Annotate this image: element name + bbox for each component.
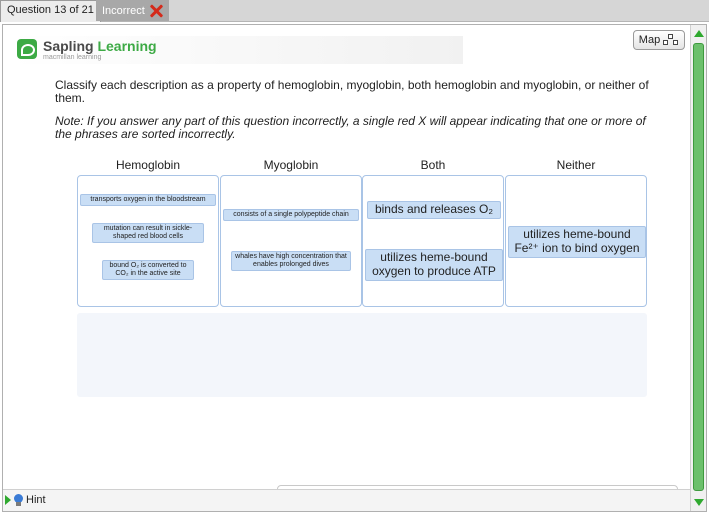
bin-header-both: Both [420, 158, 446, 172]
red-x-icon [149, 4, 163, 18]
draggable-card[interactable]: consists of a single polypeptide chain [223, 209, 359, 221]
question-prompt: Classify each description as a property of hemoglobin, myoglobin, both hemoglobin and myoglobin, or neither of them. [55, 78, 649, 105]
draggable-card[interactable]: utilizes heme-bound Fe²⁺ ion to bind oxygen [508, 226, 646, 258]
top-tab-bar [0, 0, 709, 22]
map-button[interactable] [633, 30, 685, 50]
question-counter-tab[interactable]: Question 13 of 21 [0, 0, 101, 22]
hint-button[interactable] [5, 494, 46, 506]
expand-triangle-icon [5, 495, 11, 505]
sapling-leaf-icon [17, 39, 37, 59]
draggable-card[interactable]: bound O₂ is converted to CO₂ in the active site [102, 260, 194, 280]
status-label: Incorrect [102, 4, 145, 17]
bin-both[interactable] [362, 175, 504, 307]
logo-brand-1: Sapling [43, 38, 94, 54]
incorrect-status-tab[interactable] [96, 0, 169, 21]
map-label: Map [638, 34, 661, 46]
bin-header-hemoglobin: Hemoglobin [115, 158, 181, 172]
draggable-card[interactable]: transports oxygen in the bloodstream [80, 194, 216, 206]
draggable-card[interactable]: whales have high concentration that enables prolonged dives [231, 251, 351, 271]
question-frame [2, 24, 707, 512]
bin-header-neither: Neither [556, 158, 596, 172]
unsorted-cards-tray[interactable] [77, 313, 647, 397]
bin-neither[interactable] [505, 175, 647, 307]
draggable-card[interactable]: mutation can result in sickle-shaped red blood cells [92, 223, 204, 243]
scroll-up-arrow-icon[interactable] [692, 27, 705, 40]
logo-subtitle: macmillan learning [43, 54, 102, 61]
draggable-card[interactable]: utilizes heme-bound oxygen to produce ATP [365, 249, 503, 281]
bottom-bar [3, 489, 691, 511]
draggable-card[interactable]: binds and releases O₂ [367, 201, 501, 219]
hint-label: Hint [26, 494, 46, 506]
lightbulb-icon [14, 494, 23, 506]
vertical-scrollbar[interactable] [690, 25, 706, 511]
question-content [3, 25, 691, 489]
scroll-down-arrow-icon[interactable] [692, 496, 705, 509]
bin-hemoglobin[interactable] [77, 175, 219, 307]
logo-brand-2: Learning [97, 38, 157, 54]
bin-header-myoglobin: Myoglobin [263, 158, 319, 172]
logo-title [43, 38, 157, 54]
question-note: Note: If you answer any part of this question incorrectly, a single red X will appear indicating that one or more of the phrases are sorted incorrectly. [55, 114, 646, 141]
bin-myoglobin[interactable] [220, 175, 362, 307]
sitemap-icon [663, 34, 679, 46]
scrollbar-thumb[interactable] [693, 43, 704, 491]
sapling-logo [11, 36, 463, 64]
